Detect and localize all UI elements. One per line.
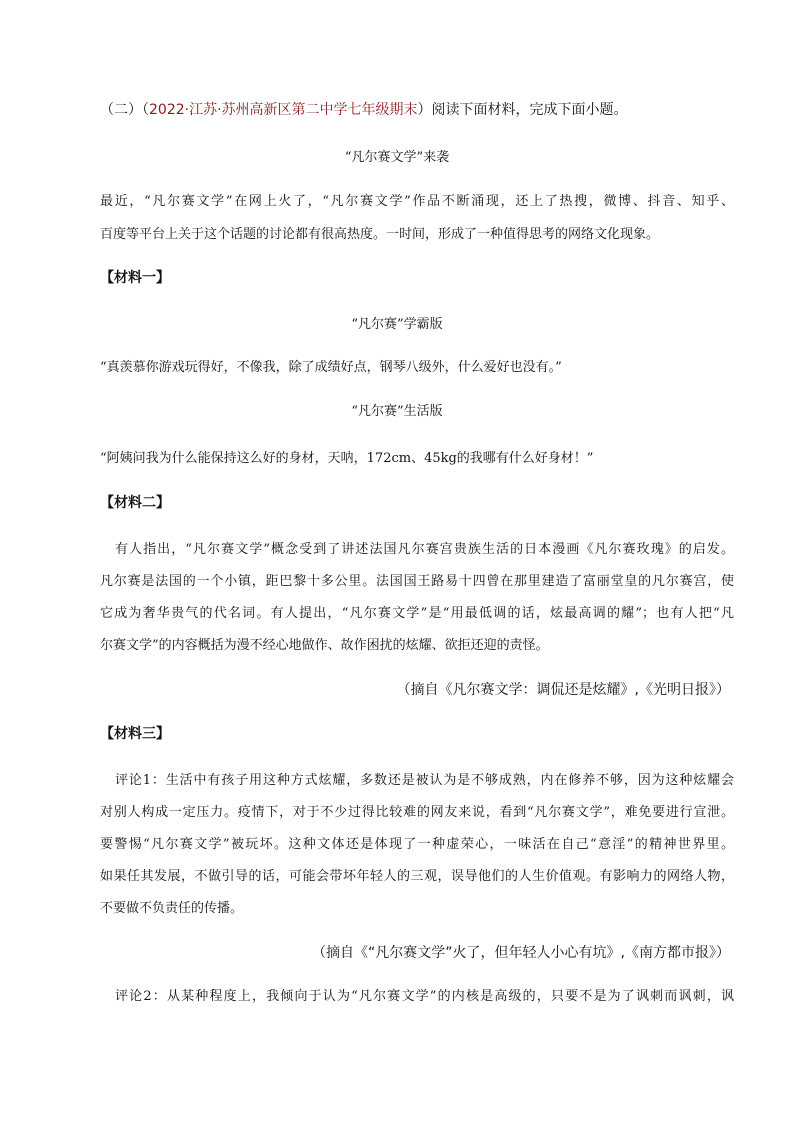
material1-heading: 【材料一】 xyxy=(100,270,170,286)
question-source[interactable]: 2022·江苏·苏州高新区第二中学七年级期末 xyxy=(149,102,418,118)
intro-line-1: 最近，“凡尔赛文学”在网上火了，“凡尔赛文学”作品不断涌现，还上了热搜，微博、抖音、知乎、 xyxy=(100,194,734,209)
intro-line-2: 百度等平台上关于这个话题的讨论都有很高热度。一时间，形成了一种值得思考的网络文化现象。 xyxy=(100,227,660,242)
material2-line-1: 有人指出，“凡尔赛文学”概念受到了讲述法国凡尔赛宫贵族生活的日本漫画《凡尔赛玫瑰》的启发。 xyxy=(115,542,734,557)
material1-sub2-text: “阿姨问我为什么能保持这么好的身材，天呐，172cm、45kg的我哪有什么好身材！” xyxy=(100,451,594,466)
material3-line-2: 对别人构成一定压力。疫情下，对于不少过得比较难的网友来说，看到“凡尔赛文学”，难免要进行宣泄。 xyxy=(100,805,734,820)
material3-line-1: 评论1：生活中有孩子用这种方式炫耀，多数还是被认为是不够成熟，内在修养不够，因为这种炫耀会 xyxy=(115,773,734,788)
material1-sub2-title: “凡尔赛”生活版 xyxy=(351,404,443,419)
material2-heading: 【材料二】 xyxy=(100,495,170,511)
article-title: “凡尔赛文学”来袭 xyxy=(344,150,450,165)
material1-sub1-text: “真羡慕你游戏玩得好，不像我，除了成绩好点，钢琴八级外，什么爱好也没有。” xyxy=(100,360,562,375)
material2-line-3: 它成为奢华贵气的代名词。有人提出，“凡尔赛文学”是“用最低调的话，炫最高调的耀”；也有人把“凡 xyxy=(100,606,734,621)
material3-line-4: 如果任其发展，不做引导的话，可能会带坏年轻人的三观，误导他们的人生价值观。有影响力的网络人物， xyxy=(100,869,734,884)
material2-line-2: 凡尔赛是法国的一个小镇，距巴黎十多公里。法国国王路易十四曾在那里建造了富丽堂皇的凡尔赛宫，使 xyxy=(100,574,734,589)
question-header xyxy=(100,101,628,119)
material3-line-3: 要警惕“凡尔赛文学”被玩坏。这种文体还是体现了一种虚荣心，一味活在自己“意淫”的精神世界里。 xyxy=(100,837,734,852)
material3-citation: （摘自《“凡尔赛文学”火了，但年轻人小心有坑》,《南方都市报》） xyxy=(312,945,730,961)
material3-comment2: 评论2：从某种程度上，我倾向于认为“凡尔赛文学”的内核是高级的，只要不是为了讽刺而讽刺，讽 xyxy=(115,989,734,1004)
material3-heading: 【材料三】 xyxy=(100,726,170,742)
material2-citation: （摘自《凡尔赛文学：调侃还是炫耀》,《光明日报》） xyxy=(396,682,730,698)
material1-sub1-title: “凡尔赛”学霸版 xyxy=(351,317,443,332)
question-prefix: （二）（ xyxy=(100,102,149,118)
material3-line-5: 不要做不负责任的传播。 xyxy=(100,901,244,916)
material2-line-4: 尔赛文学”的内容概括为漫不经心地做作、故作困扰的炫耀、欲拒还迎的责怪。 xyxy=(100,638,549,653)
question-instruction: ）阅读下面材料，完成下面小题。 xyxy=(417,102,628,118)
